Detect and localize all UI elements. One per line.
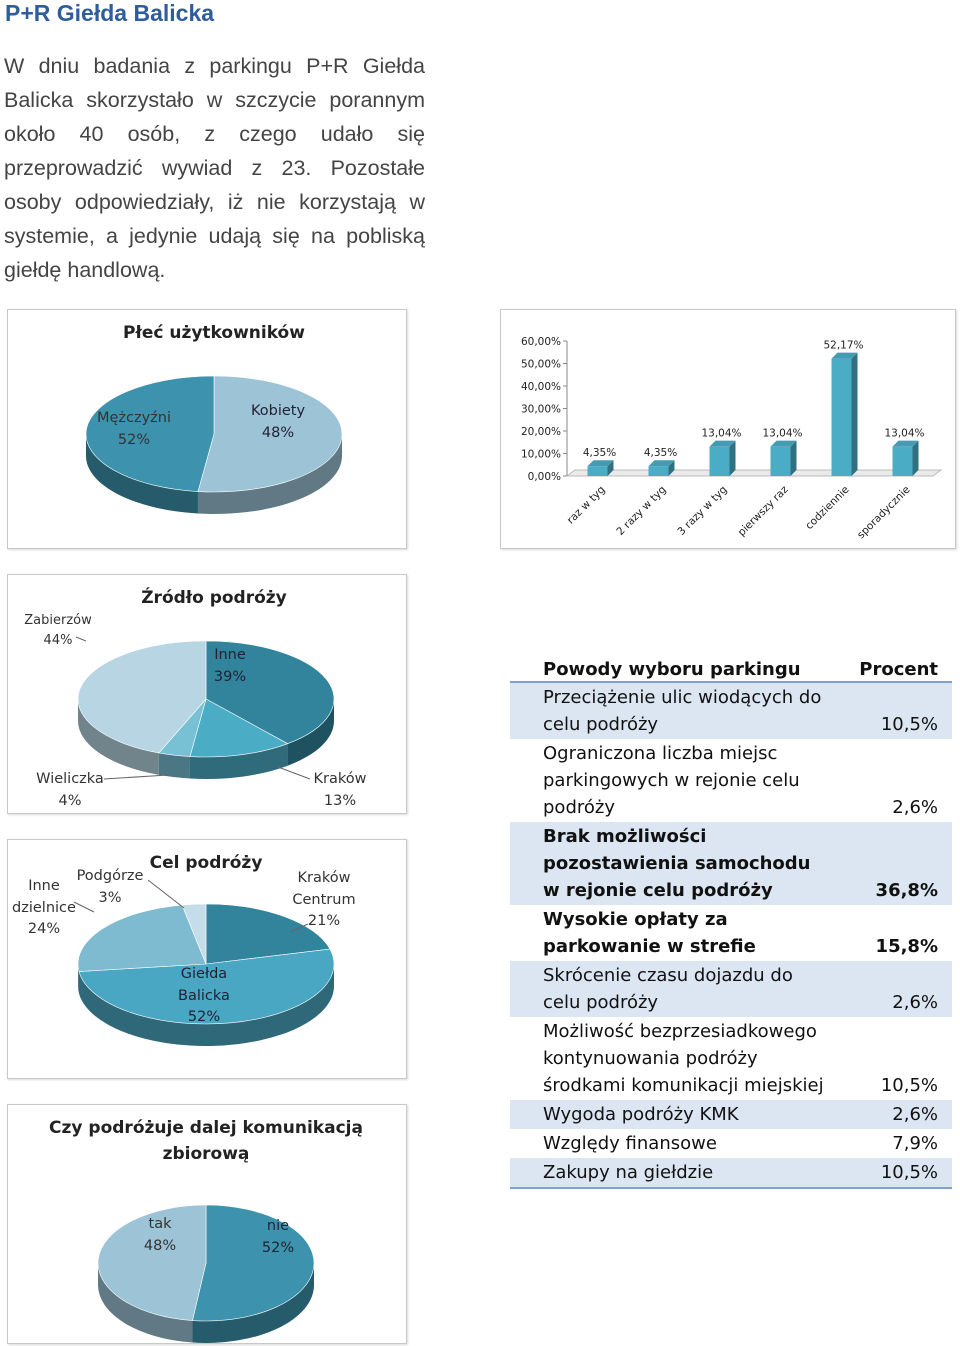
percent-cell: 7,9% [892,1133,938,1154]
reason-cell: Ograniczona liczba miejsc parkingowych w rejonie celu podróży [543,743,800,818]
transit-tak-value: 48% [143,1238,177,1254]
destination-pie-svg [8,840,406,1078]
table-row [510,739,952,822]
frequency-bar-svg [501,310,955,548]
percent-cell: 2,6% [892,797,938,818]
reason-cell: Wygoda podróży KMK [510,1100,826,1129]
category-label: raz w tyg [564,483,608,527]
bar [710,447,730,476]
floor-plane [567,470,941,476]
table-row [510,822,952,905]
source-pie-chart [7,574,407,814]
source-zabierzow-leader [76,637,86,641]
reason-cell: Przeciążenie ulic wiodących do celu podróży [510,682,826,739]
source-inne-label: Inne [214,647,246,663]
source-chart-title: Źródło podróży [141,588,287,608]
bar-side [730,441,736,476]
destination-gielda-value: 52% [187,1009,221,1025]
destination-inne-label-1: Inne [28,878,60,894]
section-heading: P+R Giełda Balicka [5,0,215,26]
bar [588,466,608,476]
reason-cell: Zakupy na giełdzie [510,1158,826,1188]
reason-cell: Brak możliwości pozostawienia samochodu w rejonie celu podróży [510,822,826,905]
bar-value-label: 4,35% [582,447,617,460]
gender-pie-svg [8,310,406,548]
transit-chart-title-2: zbiorową [162,1144,250,1164]
category-label: codziennie [803,483,852,533]
bar [893,447,913,476]
percent-cell: 10,5% [826,1158,952,1188]
transit-pie-svg [8,1105,406,1343]
percent-cell: 2,6% [826,961,952,1017]
source-wieliczka-leader [104,775,168,779]
bar-value-label: 13,04% [762,427,803,440]
bar-side [913,441,919,476]
gender-women-value: 48% [261,425,295,441]
destination-podgorze-value: 3% [98,890,122,906]
column-header-reason: Powody wyboru parkingu [510,658,826,682]
y-tick-label: 10,00% [520,448,561,461]
intro-paragraph: W dniu badania z parkingu P+R Giełda Balicka skorzystało w szczycie porannym około 40 osób, z czego udało się przeprowadzić wywiad z 23. Pozostałe osoby odpowiedziały, iż nie korzystają w systemie, a jedynie udają się na pobliską giełdę handlową. [4,54,425,282]
bar-labels [565,340,925,542]
source-krakow-value: 13% [323,793,357,809]
destination-chart-title: Cel podróży [149,853,263,873]
bar-value-label: 13,04% [701,427,742,440]
destination-podgorze-label: Podgórze [76,868,144,884]
destination-krakow-label-1: Kraków [297,870,351,886]
source-zabierzow-value: 44% [43,633,73,648]
transit-nie-label: nie [266,1218,290,1234]
transit-nie-value: 52% [261,1240,295,1256]
y-tick-label: 0,00% [527,471,561,483]
category-label: 2 razy w tyg [614,483,669,538]
table-header-row [510,658,952,682]
bar [649,466,669,476]
destination-krakow-value: 21% [307,913,341,929]
source-inne-value: 39% [213,669,247,685]
source-krakow-label: Kraków [313,771,367,787]
source-krakow-leader [278,767,310,779]
bar-bars [588,353,919,476]
percent-cell: 36,8% [826,822,952,905]
bar [832,359,852,476]
transit-tak-label: tak [148,1216,172,1232]
table-row [510,905,952,961]
y-tick-label: 30,00% [520,403,561,416]
gender-men-label: Mężczyźni [96,410,172,426]
percent-cell: 10,5% [880,1075,938,1096]
percent-cell: 15,8% [875,936,938,957]
reason-cell: Skrócenie czasu dojazdu do celu podróży [510,961,826,1017]
transit-pie-chart [7,1104,407,1344]
destination-podgorze-leader [148,880,184,908]
y-tick-label: 50,00% [520,358,561,371]
source-slice-side-2 [159,753,190,779]
category-label: 3 razy w tyg [675,483,730,538]
table-row [510,1158,952,1188]
destination-gielda-label-1: Giełda [180,966,228,982]
y-tick-label: 20,00% [520,426,561,438]
reason-cell: Możliwość bezprzesiadkowego kontynuowania podróży środkami komunikacji miejskiej [543,1021,824,1096]
bar [771,447,791,476]
table-row [510,682,952,739]
gender-women-label: Kobiety [250,403,306,419]
bar-value-label: 4,35% [643,447,678,460]
destination-pie-chart [7,839,407,1079]
gender-pie-chart [7,309,407,549]
source-pie-svg [8,575,406,813]
frequency-bar-chart [500,309,956,549]
source-slices [78,641,334,779]
table-row [510,1017,952,1100]
reason-cell: Względy finansowe [543,1133,717,1154]
bar-side [852,353,858,476]
gender-men-value: 52% [117,432,151,448]
y-tick-label: 60,00% [520,336,561,348]
percent-cell: 10,5% [826,682,952,739]
destination-krakow-label-2: Centrum [292,892,356,908]
category-label: sporadycznie [854,483,913,542]
destination-inne-value: 24% [27,921,61,937]
bar-value-label: 52,17% [823,339,864,352]
source-wieliczka-label: Wieliczka [36,771,104,787]
category-label: pierwszy raz [735,483,791,539]
table-row [510,1129,952,1158]
percent-cell: 2,6% [826,1100,952,1129]
gender-chart-title: Płeć użytkowników [123,323,305,343]
reason-cell: Wysokie opłaty za parkowanie w strefie [543,909,756,957]
parking-reasons-table [510,658,952,1189]
transit-chart-title-1: Czy podróżuje dalej komunikacją [49,1118,363,1138]
destination-inne-label-2: dzielnice [12,900,76,916]
destination-inne-leader [74,902,94,912]
column-header-percent: Procent [826,658,952,682]
table-row [510,1100,952,1129]
source-zabierzow-label: Zabierzów [24,613,92,628]
y-tick-label: 40,00% [520,381,561,393]
destination-gielda-label-2: Balicka [178,988,230,1004]
table-row [510,961,952,1017]
bar-side [791,441,797,476]
source-wieliczka-value: 4% [58,793,82,809]
bar-value-label: 13,04% [884,427,925,440]
